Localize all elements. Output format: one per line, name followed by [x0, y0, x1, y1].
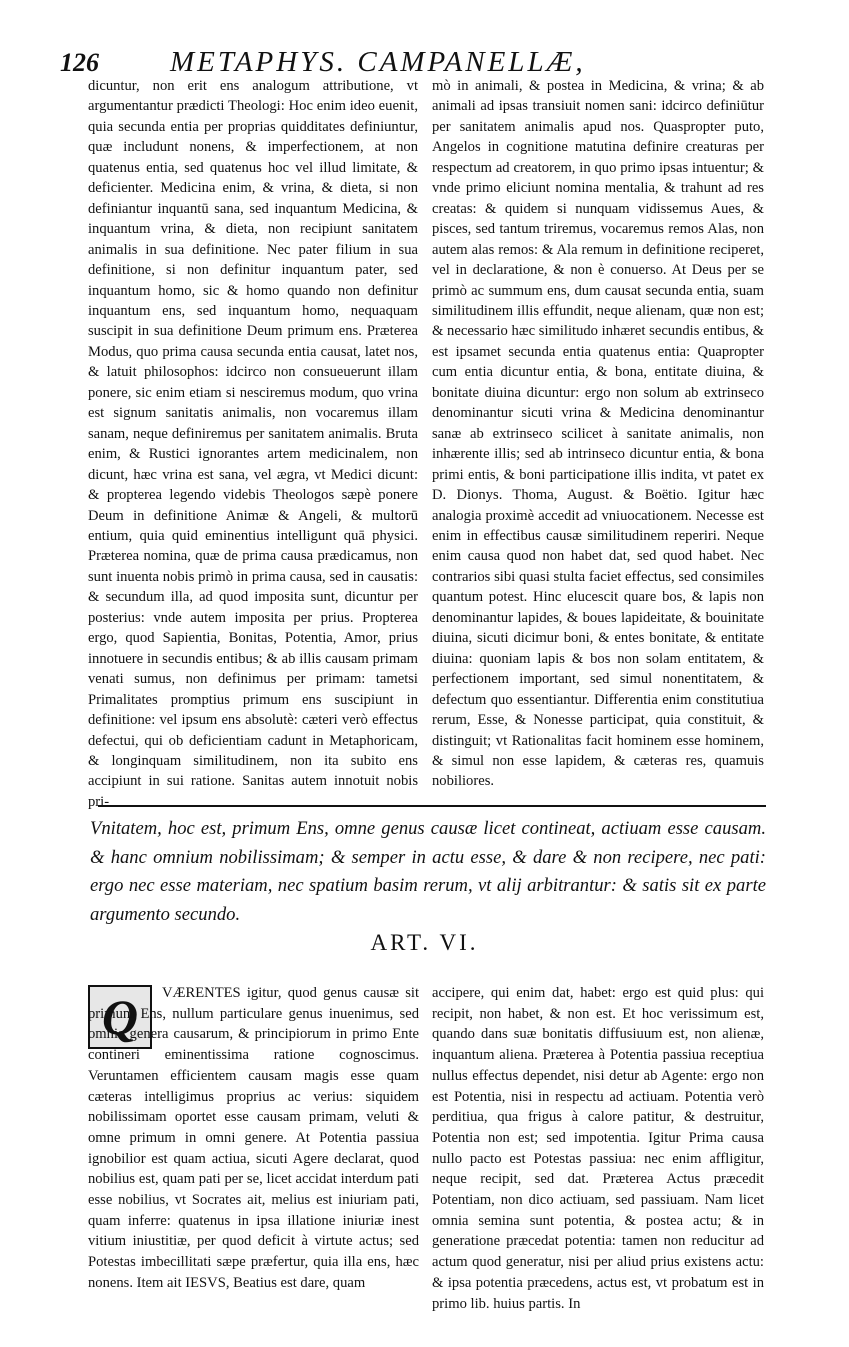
- decorated-initial-letter: Q: [101, 989, 139, 1045]
- left-column-text: dicuntur, non erit ens analogum attributione, vt argumentantur prædicti Theologi: Hoc enim ideo euenit, quia secunda entia per proprias quidditates definiuntur, quæ includunt nonens, & imperfectionem, at non quatenus entia, sed quatenus hoc vel illud limitate, & deficienter. Medicina enim, & vrina, & dieta, si non definiantur inquantū sana, sed inquantum Medicina, & inquantum vrina, & dieta, non recipiunt sanitatem animalis in sua definitione. Nec pater filium in sua definitione, si non definitur inquantum pater, sed inquantum homo, sic & homo quando non definitur inquantum ens, sed inquantum homo, nequaquam suscipit in sua definitione Deum primum ens. Præterea Modus, quo prima causa secunda entia causat, latet nos, & latuit philosophos: idcirco non consueuerunt illam ponere, sic enim etiam si nesciremus modum, quo vrina est signum sanitatis animalis, non vocaremus illam sanam, neque definiremus per sanitatem animalis. Bruta enim, & Rustici ignorantes artem medicinalem, non dicunt, hæc vrina est sana, vel ægra, vt Medici dicunt: & propterea legendo videbis Theologos sæpè ponere Deum in definitione Animæ & Angeli, & multorū entium, quia quid eminentius intelligunt quā physici. Præterea nomina, quæ de prima causa prædicamus, non sunt inuenta nobis primò in prima causa, sed in causatis: & secundum illa, ad quod imposita sunt, dicuntur per posterius: vnde autem imposita per prius. Propterea ergo, quod Sapientia, Bonitas, Potentia, Amor, prius innotuere in secundis entibus; & ab illis causam primam venati sumus, non definimus per primam: tametsi Primalitates promptius primum ens suscipiunt in definitione: vel ipsum ens absolutè: cæteri verò effectus defectui, qui ob deficientiam cadunt in Metaphoricam, & longinquam similitudinem, non ita subito ens accipiunt in sui ratione. Sanitas autem innotuit nobis pri-: [88, 78, 418, 810]
- right-column: [432, 76, 764, 792]
- article-left-text: VÆRENTES igitur, quod genus causæ sit primum Ens, nullum particulare genus inuenimus, sed omnia genera causarum, & principiorum in primo Ente contineri eminentissima ratione cognoscimus. Veruntamen efficientem causam magis esse quam cæteras intelligimus proprius ac verius: siquidem nobilissimam oportet esse causam primam, veluti & omne primum in omni genere. At Potentia passiua ignobilior est quam actiua, sicuti Agere declarat, quod nobilius est, quam pati per se, licet accidat interdum pati esse nobilius, vt Socrates ait, melius est iniuriam pati, quam inferre: quatenus in ipsa illatione iniuriæ inest vitium iniustitiæ, per quod deficit à virtute actus; sed Potestas imbecillitati sæpe præfertur, quia illa ens, hæc nonens. Item ait IESVS, Beatius est dare, quam: [88, 985, 419, 1291]
- article-right-column: [432, 983, 764, 1314]
- article-summary: [90, 815, 766, 929]
- section-divider: [98, 805, 766, 807]
- page-number: 126: [60, 48, 99, 77]
- article-left-column: [88, 983, 419, 1294]
- page-header: [60, 42, 800, 78]
- left-column: [88, 76, 418, 812]
- article-summary-text: Vnitatem, hoc est, primum Ens, omne genus causæ licet contineat, actiuam esse causam. & hanc omnium nobilissimam; & semper in actu esse, & dare & non recipere, nec pati: ergo nec esse materiam, nec spatium basim rerum, vt alij arbitrantur: & satis sit ex parte argumento secundo.: [90, 818, 766, 925]
- article-right-text: accipere, qui enim dat, habet: ergo est quid plus: qui recipit, non habet, & non est. Et hoc verissimum est, quando dans suæ bonitatis diffusiuum est, non alienæ, inquantum aliena. Præterea à Potentia passiua receptiua nullus effectus dependet, nisi detur ab Agente: ergo non est Potentia, nisi in respectu ad actiuam. Potentia verò perditiua, qua frigus à calore patitur, & destruitur, Potentia non est; sed impotentia. Igitur Prima causa nullo pacto est Potestas passiua: nec enim affligitur, neque recipit, sed dat. Præterea Actus præcedit Potentiam, non dico actiuam, sed passiuam. Nam licet omnia semina sunt potentia, & postea actu; & in generatione præcedat potentia: tamen non reducitur ad actum quod generatur, nisi per aliud prius existens actu: & ipsa potentia præcedens, actus est, vt probatum est in primo lib. huius partis. In: [432, 985, 764, 1312]
- running-title: METAPHYS. CAMPANELLÆ,: [170, 46, 586, 78]
- right-column-text: mò in animali, & postea in Medicina, & vrina; & ab animali ad ipsas transiuit nomen sani: idcirco definiūtur per sanitatem animalis apud nos. Quaspropter puto, Angelos in cognitione matutina definire creaturas per respectum ad creatorem, in quo primo ipsas intuentur; & vnde primo eliciunt nomina mentalia, & trahunt ad res creatas: & quidem si nunquam vidissemus Aues, & pisces, sed tantum triremus, vocaremus remos Alas, non autem alas remos: & Ala remum in definitione reciperet, vel in declaratione, & non è conuerso. At Deus per se primò ac summum ens, dum causat secunda entia, suam similitudinem illis effundit, neque alienam, quæ non est; & necessario hæc similitudo inhæret secundis entibus, & est ipsamet secunda entia quatenus entia: Quapropter cum entia dicuntur entia, & bona, entitate diuina, & bonitate diuina dicuntur: ergo non solum ab extrinseco denominantur sicuti vrina & Medicina denominantur sanæ ab extrinseco scilicet à sanitate animalis, non inhærente illis; sed ab intrinseco dicuntur entia, & bona primi entis, & boni participatione illis indita, vt patet ex D. Dionys. Thoma, August. & Boëtio. Igitur hæc analogia proximè accedit ad vniuocationem. Necesse est enim in effectibus causæ similitudinem reperiri. Neque enim causa quod non habet dat, sed quod habet. Nec contrarios sibi quasi stulta faciet effectus, sed consimiles quantum potest. Hinc elucescit quare bos, & lapis non denominantur lapides, & boues lapideitate, & bouinitate diuina, sicuti dicimur boni, & entes bonitate, & entitate diuina: quoniam lapis & bos non solam entitatem, & perfectionem important, sed simul nonentitatem, & defectum quo essentiantur. Differentia enim constitutiua rerum, Esse, & Nonesse participat, quia constituit, & distinguit; vt Rationalitas facit hominem esse hominem, & simul non esse lapidem, & cæteras res, quamuis nobiliores.: [432, 78, 764, 790]
- article-heading: ART. VI.: [370, 930, 479, 955]
